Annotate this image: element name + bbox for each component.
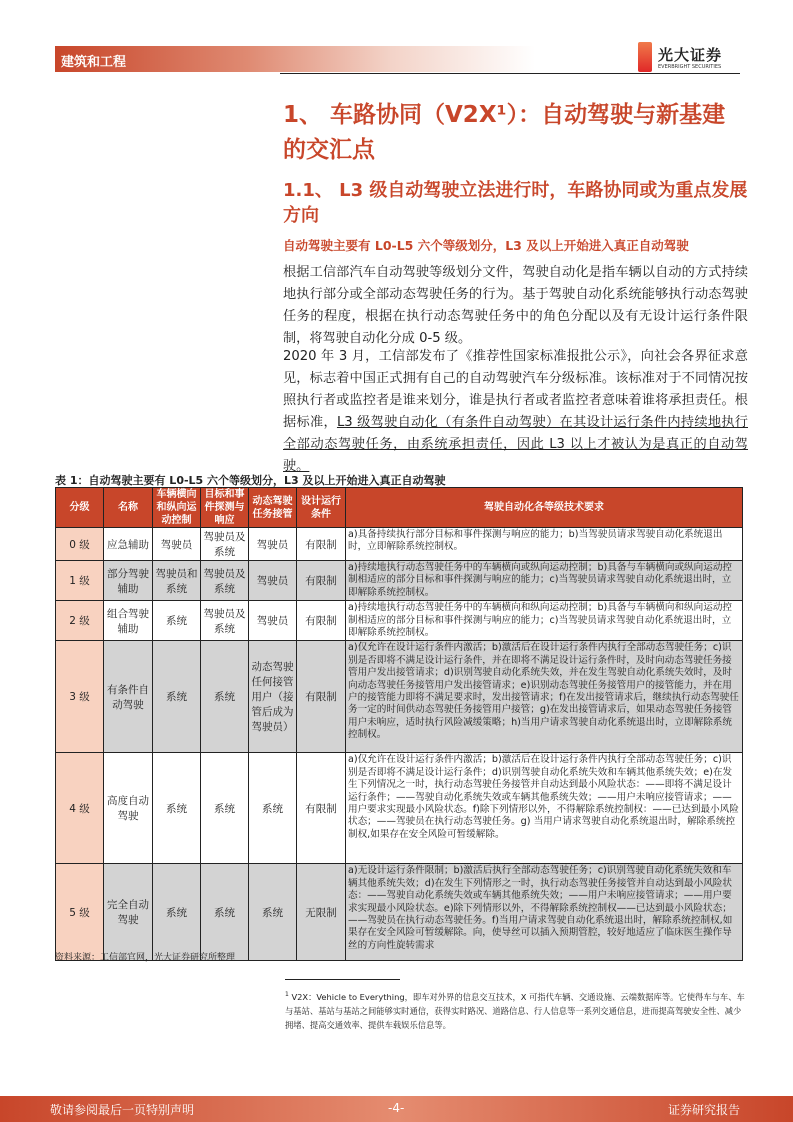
name-cell: 高度自动驾驶 xyxy=(104,753,153,864)
motion-control-cell: 系统 xyxy=(153,864,201,961)
paragraph-2-underlined: L3 级驾驶自动化（有条件自动驾驶）在其设计运行条件内持续地执行全部动态驾驶任务，由系统承担责任，因此 L3 以上才被认为是真正的自动驾驶。 xyxy=(283,415,748,474)
col-header: 设计运行条件 xyxy=(297,488,346,528)
odd-cell: 有限制 xyxy=(297,753,346,864)
takeover-cell: 驾驶员 xyxy=(249,601,297,641)
detection-response-cell: 驾驶员及系统 xyxy=(201,601,249,641)
level-cell: 4 级 xyxy=(56,753,104,864)
name-cell: 应急辅助 xyxy=(104,528,153,561)
col-header: 名称 xyxy=(104,488,153,528)
table-source: 资料来源：工信部官网，光大证券研究所整理 xyxy=(55,953,236,963)
logo-mark-icon xyxy=(638,42,652,72)
lead-heading: 自动驾驶主要有 L0-L5 六个等级划分，L3 及以上开始进入真正自动驾驶 xyxy=(283,238,689,253)
odd-cell: 有限制 xyxy=(297,641,346,753)
header-section-band xyxy=(55,46,535,72)
footnote-divider xyxy=(285,979,400,980)
paragraph-2-text: 2020 年 3 月，工信部发布了《推荐性国家标准报批公示》，向社会各界征求意见，标志着中国正式拥有自己的自动驾驶汽车分级标准。该标准对于不同情况按照执行者或监控者是谁来划分，谁是执行者或者监控者意味着谁将承担责任。根据标准， xyxy=(283,349,748,430)
table-row xyxy=(56,601,743,641)
table-header-row xyxy=(56,488,743,528)
requirements-cell: a)仅允许在设计运行条件内激活；b)激活后在设计运行条件内执行全部动态驾驶任务；c)识别是否即将不满足设计运行条件；d)识别驾驶自动化系统失效和车辆其他系统失效；e)在发生下列情况之一时，执行动态驾驶任务接管并自动达到最小风险状态：——即将不满足设计运行条件；——驾驶自动化系统失效或车辆其他系统失效；——用户未响应接管请求；——用户要求实现最小风险状态。f)除下列情形以外，不得解除系统控制权：——已达到最小风险状态；——驾驶员在执行动态驾驶任务。g) 当用户请求驾驶自动化系统退出时，解除系统控制权,如果存在安全风险可暂缓解除。 xyxy=(346,753,743,864)
col-header: 驾驶自动化各等级技术要求 xyxy=(346,488,743,528)
logo-name-cn: 光大证券 xyxy=(658,46,723,64)
takeover-cell: 驾驶员 xyxy=(249,561,297,601)
motion-control-cell: 系统 xyxy=(153,601,201,641)
col-header: 分级 xyxy=(56,488,104,528)
detection-response-cell: 系统 xyxy=(201,864,249,961)
odd-cell: 有限制 xyxy=(297,528,346,561)
level-cell: 5 级 xyxy=(56,864,104,961)
takeover-cell: 系统 xyxy=(249,864,297,961)
requirements-cell: a)具备持续执行部分目标和事件探测与响应的能力；b)当驾驶员请求驾驶自动化系统退出时，立即解除系统控制权。 xyxy=(346,528,743,561)
level-cell: 3 级 xyxy=(56,641,104,753)
takeover-cell: 驾驶员 xyxy=(249,528,297,561)
paragraph-1: 根据工信部汽车自动驾驶等级划分文件，驾驶自动化是指车辆以自动的方式持续地执行部分或全部动态驾驶任务的行为。基于驾驶自动化系统能够执行动态驾驶任务的程度，根据在执行动态驾驶任务中的角色分配以及有无设计运行条件限制，将驾驶自动化分成 0-5 级。 xyxy=(283,265,748,346)
company-logo xyxy=(638,42,748,72)
section-title: 1、 车路协同（V2X¹）：自动驾驶与新基建的交汇点 xyxy=(283,102,726,163)
motion-control-cell: 系统 xyxy=(153,641,201,753)
footer-disclaimer: 敬请参阅最后一页特别声明 xyxy=(50,1103,195,1117)
detection-response-cell: 系统 xyxy=(201,753,249,864)
requirements-cell: a)持续地执行动态驾驶任务中的车辆横向和纵向运动控制；b)具备与车辆横向和纵向运动控制相适应的部分目标和事件探测与响应的能力；c)当驾驶员请求驾驶自动化系统退出时，立即解除系统控制权。 xyxy=(346,601,743,641)
odd-cell: 无限制 xyxy=(297,864,346,961)
col-header: 目标和事件探测与响应 xyxy=(201,488,249,528)
requirements-cell: a)仅允许在设计运行条件内激活；b)激活后在设计运行条件内执行全部动态驾驶任务；c)识别是否即将不满足设计运行条件，并在即将不满足设计运行条件时，及时向动态驾驶任务接管用户发出接管请求；d)识别驾驶自动化系统失效，并在发生驾驶自动化系统失效时，及时向动态驾驶任务接管用户发出接管请求；e)识别动态驾驶任务接管用户的接管能力，并在用户的接管能力即将不满足要求时，发出接管请求；f)在发出接管请求后，继续执行动态驾驶任务一定的时间供动态驾驶任务接管用户接管；g)在发出接管请求后，如果动态驾驶任务接管用户未响应，适时执行风险减缓策略；h)当用户请求驾驶自动化系统退出时，立即解除系统控制权。 xyxy=(346,641,743,753)
name-cell: 部分驾驶辅助 xyxy=(104,561,153,601)
footnote xyxy=(285,988,745,1032)
subsection-title: 1.1、 L3 级自动驾驶立法进行时，车路协同或为重点发展方向 xyxy=(283,180,748,226)
table-row xyxy=(56,641,743,753)
name-cell: 有条件自动驾驶 xyxy=(104,641,153,753)
detection-response-cell: 系统 xyxy=(201,641,249,753)
table-row xyxy=(56,528,743,561)
table-row xyxy=(56,753,743,864)
takeover-cell: 动态驾驶任何接管用户（接管后成为驾驶员） xyxy=(249,641,297,753)
odd-cell: 有限制 xyxy=(297,561,346,601)
detection-response-cell: 驾驶员及系统 xyxy=(201,561,249,601)
paragraph-2 xyxy=(283,346,748,478)
level-cell: 0 级 xyxy=(56,528,104,561)
col-header: 车辆横向和纵向运动控制 xyxy=(153,488,201,528)
logo-name-en: EVERBRIGHT SECURITIES xyxy=(658,64,722,70)
footnote-mark: 1 xyxy=(285,991,289,998)
level-cell: 2 级 xyxy=(56,601,104,641)
page-number: -4- xyxy=(388,1101,405,1115)
motion-control-cell: 驾驶员和系统 xyxy=(153,561,201,601)
motion-control-cell: 驾驶员 xyxy=(153,528,201,561)
detection-response-cell: 驾驶员及系统 xyxy=(201,528,249,561)
motion-control-cell: 系统 xyxy=(153,753,201,864)
section-label: 建筑和工程 xyxy=(61,55,127,70)
page-footer xyxy=(0,1096,793,1122)
footnote-text: V2X：Vehicle to Everything，即车对外界的信息交互技术，X 可指代车辆、交通设施、云端数据库等。它使得车与车、车与基站、基站与基站之间能够实时通信，获得实时路况、道路信息、行人信息等一系列交通信息，进而提高驾驶安全性、减少拥堵、提高交通效率、提供车载娱乐信息等。 xyxy=(285,991,745,1030)
takeover-cell: 系统 xyxy=(249,753,297,864)
name-cell: 组合驾驶辅助 xyxy=(104,601,153,641)
col-header: 动态驾驶任务接管 xyxy=(249,488,297,528)
odd-cell: 有限制 xyxy=(297,601,346,641)
level-cell: 1 级 xyxy=(56,561,104,601)
table-caption: 表 1：自动驾驶主要有 L0-L5 六个等级划分，L3 及以上开始进入真正自动驾驶 xyxy=(55,474,446,487)
autonomy-levels-table xyxy=(55,487,743,961)
table-row xyxy=(56,864,743,961)
requirements-cell: a)持续地执行动态驾驶任务中的车辆横向或纵向运动控制；b)具备与车辆横向或纵向运动控制相适应的部分目标和事件探测与响应的能力；c)当驾驶员请求驾驶自动化系统退出时，立即解除系统控制权。 xyxy=(346,561,743,601)
requirements-cell: a)无设计运行条件限制；b)激活后执行全部动态驾驶任务；c)识别驾驶自动化系统失效和车辆其他系统失效；d)在发生下列情形之一时，执行动态驾驶任务接管并自动达到最小风险状态：——驾驶自动化系统失效或车辆其他系统失效；——用户未响应接管请求；——用户要求实现最小风险状态。e)除下列情形以外，不得解除系统控制权——已达到最小风险状态；——驾驶员在执行动态驾驶任务。f)当用户请求驾驶自动化系统退出时，解除系统控制权,如果存在安全风险可暂缓解除。向，使导丝可以插入预期管腔，较好地适应了临床医生操作导丝的方向性旋转需求 xyxy=(346,864,743,961)
footer-report-type: 证券研究报告 xyxy=(668,1103,741,1117)
name-cell: 完全自动驾驶 xyxy=(104,864,153,961)
table-row xyxy=(56,561,743,601)
header-divider xyxy=(280,73,740,74)
